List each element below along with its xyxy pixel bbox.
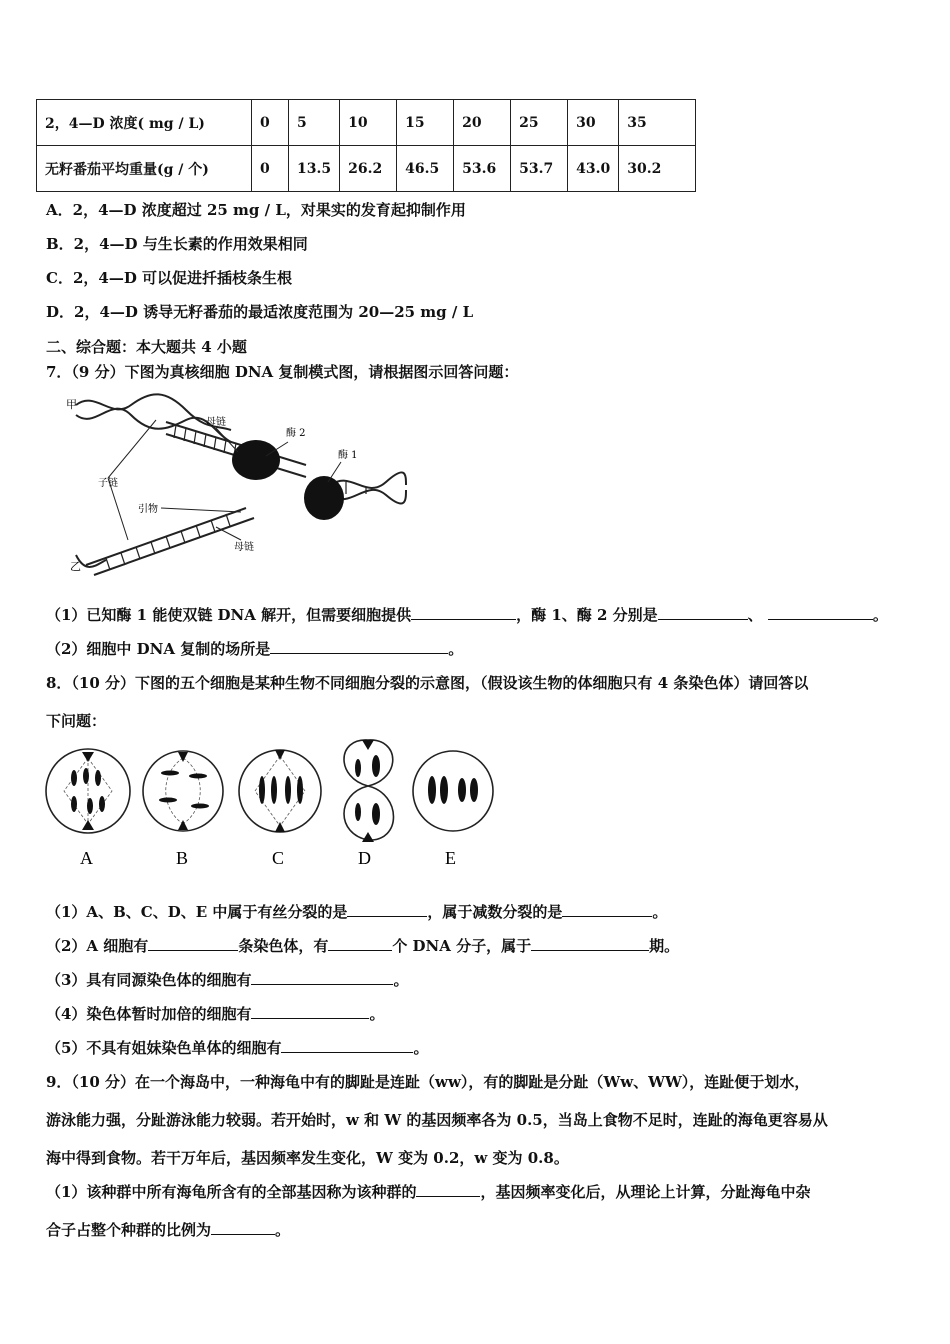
table-row (37, 100, 696, 146)
table-cell: 30 (568, 100, 619, 146)
cell-c (239, 750, 321, 832)
cell-d (344, 740, 394, 840)
q7-p1-text-a: （1）已知酶 1 能使双链 DNA 解开，但需要细胞提供 (46, 606, 412, 624)
q7-p2-text: （2）细胞中 DNA 复制的场所是 (46, 640, 271, 658)
table-cell: 0 (252, 146, 289, 192)
question-7-part-2 (46, 638, 463, 659)
answer-blank[interactable] (251, 970, 393, 985)
question-8-part-4 (46, 1003, 384, 1024)
figure-label-parent-strand-top: 母链 (206, 417, 226, 428)
answer-blank[interactable] (211, 1220, 275, 1235)
q8-p1-text-b: ，属于减数分裂的是 (427, 903, 563, 921)
answer-blank[interactable] (328, 936, 392, 951)
question-9-line-1: 9．（10 分）在一个海岛中，一种海龟中有的脚趾是连趾（ww），有的脚趾是分趾（Ww、WW），连趾便于划水， (46, 1073, 810, 1091)
q9-p1-text-b: ，基因频率变化后，从理论上计算，分趾海龟中杂 (480, 1183, 811, 1201)
answer-blank[interactable] (768, 605, 873, 620)
answer-blank[interactable] (411, 605, 516, 620)
question-9-line-3: 海中得到食物。若干万年后，基因频率发生变化，W 变为 0.2，w 变为 0.8。 (46, 1149, 569, 1167)
table-cell: 15 (397, 100, 454, 146)
q7-p1-end: 。 (872, 606, 888, 624)
cell-label-b: B (176, 848, 189, 868)
q8-p5-text: （5）不具有姐妹染色单体的细胞有 (46, 1039, 282, 1057)
q7-p1-text-b: ，酶 1、酶 2 分别是 (516, 606, 658, 624)
q8-p1-end: 。 (652, 903, 668, 921)
table-cell: 53.7 (511, 146, 568, 192)
question-7-part-1 (46, 604, 888, 625)
q8-p3-text: （3）具有同源染色体的细胞有 (46, 971, 252, 989)
q8-p1-text-a: （1）A、B、C、D、E 中属于有丝分裂的是 (46, 903, 348, 921)
data-table (36, 99, 696, 192)
figure-label-enzyme-1: 酶 1 (338, 450, 358, 461)
table-cell: 20 (454, 100, 511, 146)
question-8-part-5 (46, 1037, 428, 1058)
answer-blank[interactable] (658, 605, 748, 620)
q8-p3-end: 。 (393, 971, 409, 989)
cell-label-d: D (358, 848, 371, 868)
question-9-line-2: 游泳能力强，分趾游泳能力较弱。若开始时，w 和 W 的基因频率各为 0.5，当岛上食物不足时，连趾的海龟更容易从 (46, 1111, 828, 1129)
option-a: A．2，4—D 浓度超过 25 mg / L，对果实的发育起抑制作用 (46, 201, 466, 219)
row-header: 2，4—D 浓度( mg / L) (37, 100, 252, 146)
answer-blank[interactable] (531, 936, 649, 951)
question-9-part-1 (46, 1181, 810, 1202)
cell-label-e: E (445, 848, 456, 868)
table-cell: 10 (340, 100, 397, 146)
q8-p4-end: 。 (369, 1005, 385, 1023)
q8-p5-end: 。 (413, 1039, 429, 1057)
table-cell: 25 (511, 100, 568, 146)
q8-p2-text-b: 条染色体，有 (238, 937, 329, 955)
answer-blank[interactable] (270, 639, 448, 654)
q7-p2-end: 。 (448, 640, 464, 658)
cell-e (413, 751, 493, 831)
question-8-part-3 (46, 969, 408, 990)
q9-p1-end: 。 (275, 1221, 291, 1239)
cell-label-a: A (80, 848, 93, 868)
table-cell: 35 (619, 100, 696, 146)
answer-blank[interactable] (281, 1038, 413, 1053)
figure-label-parent-strand-bottom: 母链 (234, 542, 254, 553)
question-8-stem-line-1: 8．（10 分）下图的五个细胞是某种生物不同细胞分裂的示意图，（假设该生物的体细胞只有 4 条染色体）请回答以 (46, 674, 809, 692)
question-8-part-1 (46, 901, 667, 922)
answer-blank[interactable] (416, 1182, 480, 1197)
q8-p2-text-a: （2）A 细胞有 (46, 937, 149, 955)
cell-division-figure (40, 738, 502, 870)
enzyme-1-blob (304, 476, 344, 520)
q8-p4-text: （4）染色体暂时加倍的细胞有 (46, 1005, 252, 1023)
table-cell: 0 (252, 100, 289, 146)
answer-blank[interactable] (251, 1004, 369, 1019)
answer-blank[interactable] (347, 902, 427, 917)
table-row (37, 146, 696, 192)
option-c: C．2，4—D 可以促进扦插枝条生根 (46, 269, 293, 287)
q9-p1-text-a: （1）该种群中所有海龟所含有的全部基因称为该种群的 (46, 1183, 417, 1201)
q8-p2-end: 期。 (649, 937, 680, 955)
section-heading: 二、综合题：本大题共 4 小题 (46, 338, 247, 356)
table-cell: 30.2 (619, 146, 696, 192)
figure-label-primer: 引物 (138, 504, 158, 515)
table-cell: 5 (289, 100, 340, 146)
question-9-part-1-line-2 (46, 1219, 290, 1240)
option-b: B．2，4—D 与生长素的作用效果相同 (46, 235, 308, 253)
cell-b (143, 751, 223, 831)
figure-label-yi: 乙 (70, 560, 81, 573)
question-8-stem-line-2: 下问题： (46, 712, 107, 730)
question-8-part-2 (46, 935, 679, 956)
row-header: 无籽番茄平均重量(g / 个) (37, 146, 252, 192)
table-cell: 43.0 (568, 146, 619, 192)
question-7-stem: 7．（9 分）下图为真核细胞 DNA 复制模式图，请根据图示回答问题： (46, 363, 519, 381)
figure-label-daughter-strand: 子链 (98, 478, 118, 489)
q7-p1-text-c: 、 (747, 606, 763, 624)
q9-p1-text-c: 合子占整个种群的比例为 (46, 1221, 212, 1239)
answer-blank[interactable] (562, 902, 652, 917)
dna-replication-figure (66, 390, 411, 585)
answer-blank[interactable] (148, 936, 238, 951)
option-d: D．2，4—D 诱导无籽番茄的最适浓度范围为 20—25 mg / L (46, 303, 474, 321)
q8-p2-text-c: 个 DNA 分子，属于 (392, 937, 532, 955)
enzyme-2-blob (232, 440, 280, 480)
cell-label-c: C (272, 848, 285, 868)
figure-label-jia: 甲 (66, 398, 77, 411)
table-cell: 46.5 (397, 146, 454, 192)
table-cell: 13.5 (289, 146, 340, 192)
table-cell: 53.6 (454, 146, 511, 192)
table-cell: 26.2 (340, 146, 397, 192)
figure-label-enzyme-2: 酶 2 (286, 428, 306, 439)
